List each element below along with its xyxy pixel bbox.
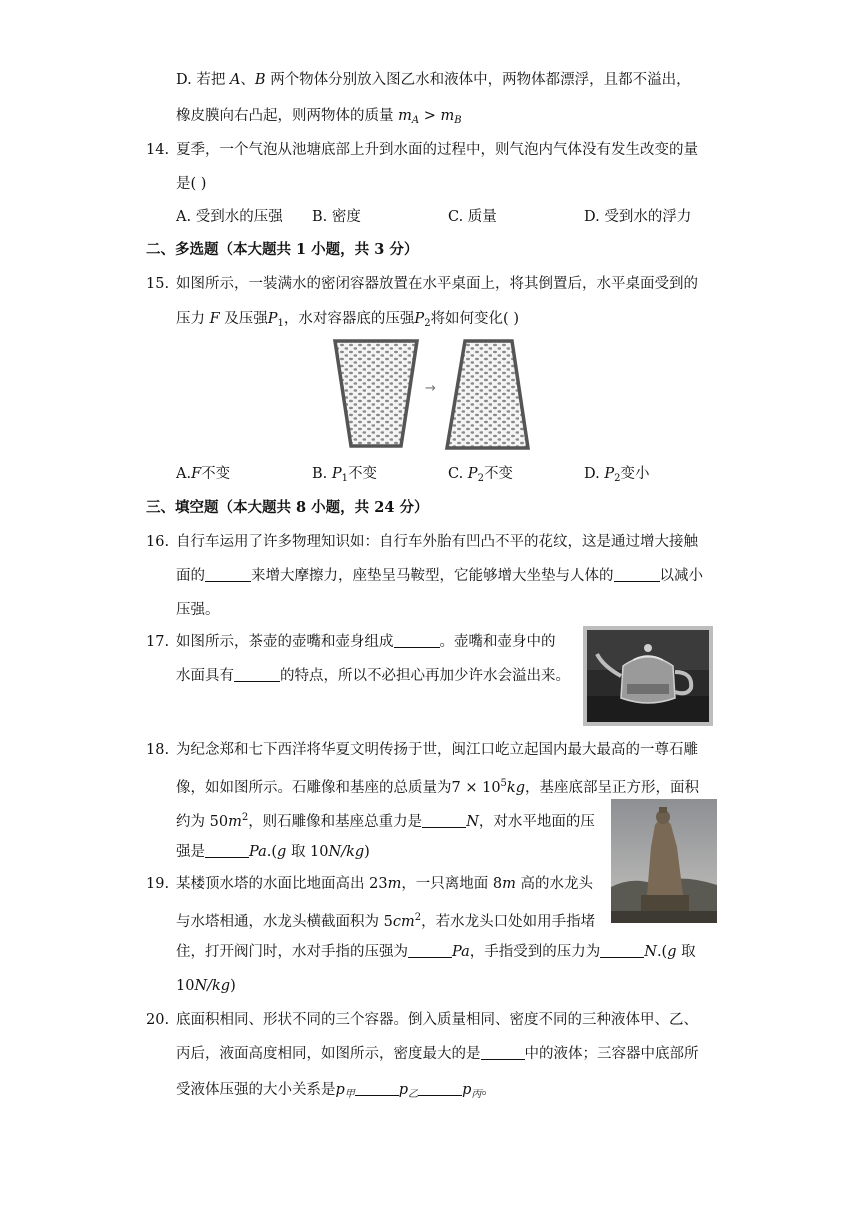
text: ，则石雕像和基座总重力是 <box>248 814 423 830</box>
q15-option-b[interactable] <box>312 464 377 489</box>
exponent: 2 <box>241 812 249 823</box>
text: 约为 <box>176 814 205 830</box>
q17-line1 <box>176 632 556 652</box>
text: 取 <box>681 944 696 960</box>
section-3-heading: 三、填空题（本大题共 8 小题，共 24 分） <box>146 499 429 516</box>
answer-blank[interactable] <box>408 943 452 958</box>
text: 将如何变化( ) <box>430 311 519 327</box>
var-m: m <box>398 108 412 124</box>
q16-line3: 压强。 <box>176 602 220 618</box>
sub-b: B <box>454 115 462 126</box>
exponent: 5 <box>500 778 507 789</box>
answer-blank[interactable] <box>394 633 440 648</box>
q14-stem-line1: 夏季，一个气泡从池塘底部上升到水面的过程中，则气泡内气体没有发生改变的量 <box>176 142 698 158</box>
label: 不变 <box>483 466 513 482</box>
q13d-text-rest: 两个物体分别放入图乙水和液体中，两物体都漂浮，且都不溢出， <box>270 72 691 88</box>
answer-blank[interactable] <box>418 1081 462 1096</box>
q18-line2 <box>176 774 699 798</box>
q19-line2 <box>176 908 595 932</box>
answer-blank[interactable] <box>234 667 280 682</box>
q20-line2 <box>176 1044 699 1064</box>
text: ，对水平地面的压 <box>478 814 595 830</box>
q16-number: 16. <box>146 534 170 550</box>
answer-blank[interactable] <box>205 567 251 582</box>
text: 以减小 <box>659 568 703 584</box>
q18-line3 <box>176 808 595 832</box>
text: 面的 <box>176 568 205 584</box>
q19-line1 <box>176 874 593 894</box>
q13d-text: D. 若把 <box>176 72 226 88</box>
q16-line2 <box>176 566 703 586</box>
label: 不变 <box>348 466 378 482</box>
q14-option-b[interactable]: B. 密度 <box>312 209 361 225</box>
text: ) <box>364 844 370 860</box>
q15-option-c[interactable] <box>448 464 513 489</box>
sep: 、 <box>240 72 255 88</box>
label: D. <box>584 466 600 482</box>
text: 与水塔相通，水龙头横截面积为 <box>176 914 379 930</box>
unit-nkg: N/kg <box>194 978 231 994</box>
height-value: 8 <box>492 876 503 892</box>
var-p: P <box>414 311 425 327</box>
q19-line4 <box>176 976 236 996</box>
q14-number: 14. <box>146 142 170 158</box>
q13-option-d-line2 <box>176 106 462 131</box>
var-p: p <box>335 1082 345 1098</box>
var-f: F <box>191 466 202 482</box>
sub-bing: 丙 <box>471 1089 482 1100</box>
var-p: P <box>331 466 342 482</box>
arrow-icon: → <box>425 381 436 396</box>
text: ，基座底部呈正方形，面积 <box>525 780 699 796</box>
mass-value: 7 × 10 <box>451 780 501 796</box>
text: 10 <box>176 978 195 994</box>
answer-blank[interactable] <box>355 1081 399 1096</box>
text: 如图所示，茶壶的壶嘴和壶身组成 <box>176 634 394 650</box>
q15-number: 15. <box>146 276 170 292</box>
unit-m: m <box>502 876 516 892</box>
text: 来增大摩擦力，座垫呈马鞍型，它能够增大坐垫与人体的 <box>251 568 614 584</box>
sub-1: 1 <box>341 473 349 484</box>
answer-blank[interactable] <box>481 1045 525 1060</box>
q13d-line2-text: 橡皮膜向右凸起，则两物体的质量 <box>176 108 394 124</box>
text: ) <box>230 978 236 994</box>
var-p: P <box>467 466 478 482</box>
answer-blank[interactable] <box>422 813 466 828</box>
container-inverted <box>447 341 528 448</box>
q15-option-a[interactable] <box>176 464 230 484</box>
unit-n: N <box>644 944 657 960</box>
text: 受液体压强的大小关系是 <box>176 1082 336 1098</box>
var-g: g <box>667 944 677 960</box>
answer-blank[interactable] <box>614 567 660 582</box>
sub-yi: 乙 <box>408 1089 419 1100</box>
q15-container-figure <box>330 336 540 456</box>
var-p: p <box>398 1082 409 1098</box>
text: 水面具有 <box>176 668 234 684</box>
text: 取 <box>290 844 306 860</box>
unit-n: N <box>466 814 479 830</box>
unit-nkg: N/kg <box>328 844 365 860</box>
text: ，一只离地面 <box>401 876 489 892</box>
q16-line1: 自行车运用了许多物理知识如：自行车外胎有凹凸不平的花纹，这是通过增大接触 <box>176 534 698 550</box>
sub-jia: 甲 <box>344 1089 355 1100</box>
var-g: g <box>277 844 287 860</box>
exponent: 2 <box>414 912 422 923</box>
q20-number: 20. <box>146 1012 170 1028</box>
container-upright <box>335 341 417 446</box>
text: 丙后，液面高度相同，如图所示，密度最大的是 <box>176 1046 481 1062</box>
text: 压力 <box>176 311 205 327</box>
unit-kg: kg <box>506 780 525 796</box>
text: 及压强 <box>224 311 268 327</box>
q18-number: 18. <box>146 742 170 758</box>
text: ，水对容器底的压强 <box>283 311 415 327</box>
height-value: 23 <box>369 876 388 892</box>
sub-1: 1 <box>277 318 284 329</box>
sub-a: A <box>411 115 420 126</box>
sub-2: 2 <box>424 318 431 329</box>
text: ，若水龙头口处如用手指堵 <box>421 914 596 930</box>
q14-option-c[interactable]: C. 质量 <box>448 209 497 225</box>
text: 住，打开阀门时，水对手指的压强为 <box>176 944 408 960</box>
text: 的特点，所以不必担心再加少许水会溢出来。 <box>280 668 570 684</box>
q17-number: 17. <box>146 634 170 650</box>
var-p: p <box>462 1082 472 1098</box>
q14-stem-line2: 是( ) <box>176 176 207 192</box>
q15-stem-line1: 如图所示，一装满水的密闭容器放置在水平桌面上，将其倒置后，水平桌面受到的 <box>176 276 698 292</box>
q19-number: 19. <box>146 876 170 892</box>
q13-option-d-line1 <box>176 70 691 90</box>
text: 某楼顶水塔的水面比地面高出 <box>176 876 365 892</box>
var-p: P <box>267 311 278 327</box>
answer-blank[interactable] <box>205 843 249 858</box>
var-a: A <box>229 72 241 88</box>
text: 像，如如图所示。石雕像和基座的总质量为 <box>176 780 452 796</box>
q18-line1: 为纪念郑和七下西洋将华夏文明传扬于世，闽江口屹立起国内最大最高的一尊石雕 <box>176 742 698 758</box>
q15-stem-line2 <box>176 309 519 334</box>
var-b: B <box>254 72 266 88</box>
text: 强是 <box>176 844 205 860</box>
label: A. <box>176 466 192 482</box>
q17-line2 <box>176 666 570 686</box>
q14-option-a[interactable]: A. 受到水的压强 <box>176 209 283 225</box>
text: 高的水龙头 <box>520 876 594 892</box>
label: C. <box>448 466 464 482</box>
section-2-heading: 二、多选题（本大题共 1 小题，共 3 分） <box>146 241 419 258</box>
sub-2: 2 <box>614 473 621 484</box>
text: 。 <box>481 1082 496 1098</box>
sub-2: 2 <box>477 473 484 484</box>
q20-line1: 底面积相同、形状不同的三个容器。倒入质量相同、密度不同的三种液体甲、乙、 <box>176 1012 698 1028</box>
unit-pa: Pa <box>452 944 470 960</box>
label: B. <box>312 466 328 482</box>
text: 中的液体；三容器中底部所 <box>524 1046 699 1062</box>
teapot-photo <box>583 626 713 726</box>
text: .( <box>656 944 668 960</box>
var-p: P <box>604 466 615 482</box>
statue-photo <box>611 799 717 923</box>
var-m: m <box>440 108 455 124</box>
var-f: F <box>209 311 220 327</box>
area-value: 50 <box>209 814 229 830</box>
label: 变小 <box>620 466 650 482</box>
q15-option-d[interactable] <box>584 464 649 489</box>
q19-line3 <box>176 942 696 962</box>
g-value: 10 <box>310 844 329 860</box>
label: 不变 <box>201 466 231 482</box>
q18-line4 <box>176 842 370 862</box>
unit-cm: cm <box>392 914 415 930</box>
text: .( <box>266 844 278 860</box>
gt-sign: > <box>419 108 441 124</box>
q14-option-d[interactable]: D. 受到水的浮力 <box>584 209 692 225</box>
unit-m: m <box>228 814 242 830</box>
text: 。壶嘴和壶身中的 <box>439 634 556 650</box>
area-value: 5 <box>383 914 393 930</box>
q20-line3 <box>176 1080 496 1105</box>
unit-pa: Pa <box>249 844 267 860</box>
answer-blank[interactable] <box>600 943 644 958</box>
text: ，手指受到的压力为 <box>469 944 601 960</box>
unit-m: m <box>387 876 402 892</box>
